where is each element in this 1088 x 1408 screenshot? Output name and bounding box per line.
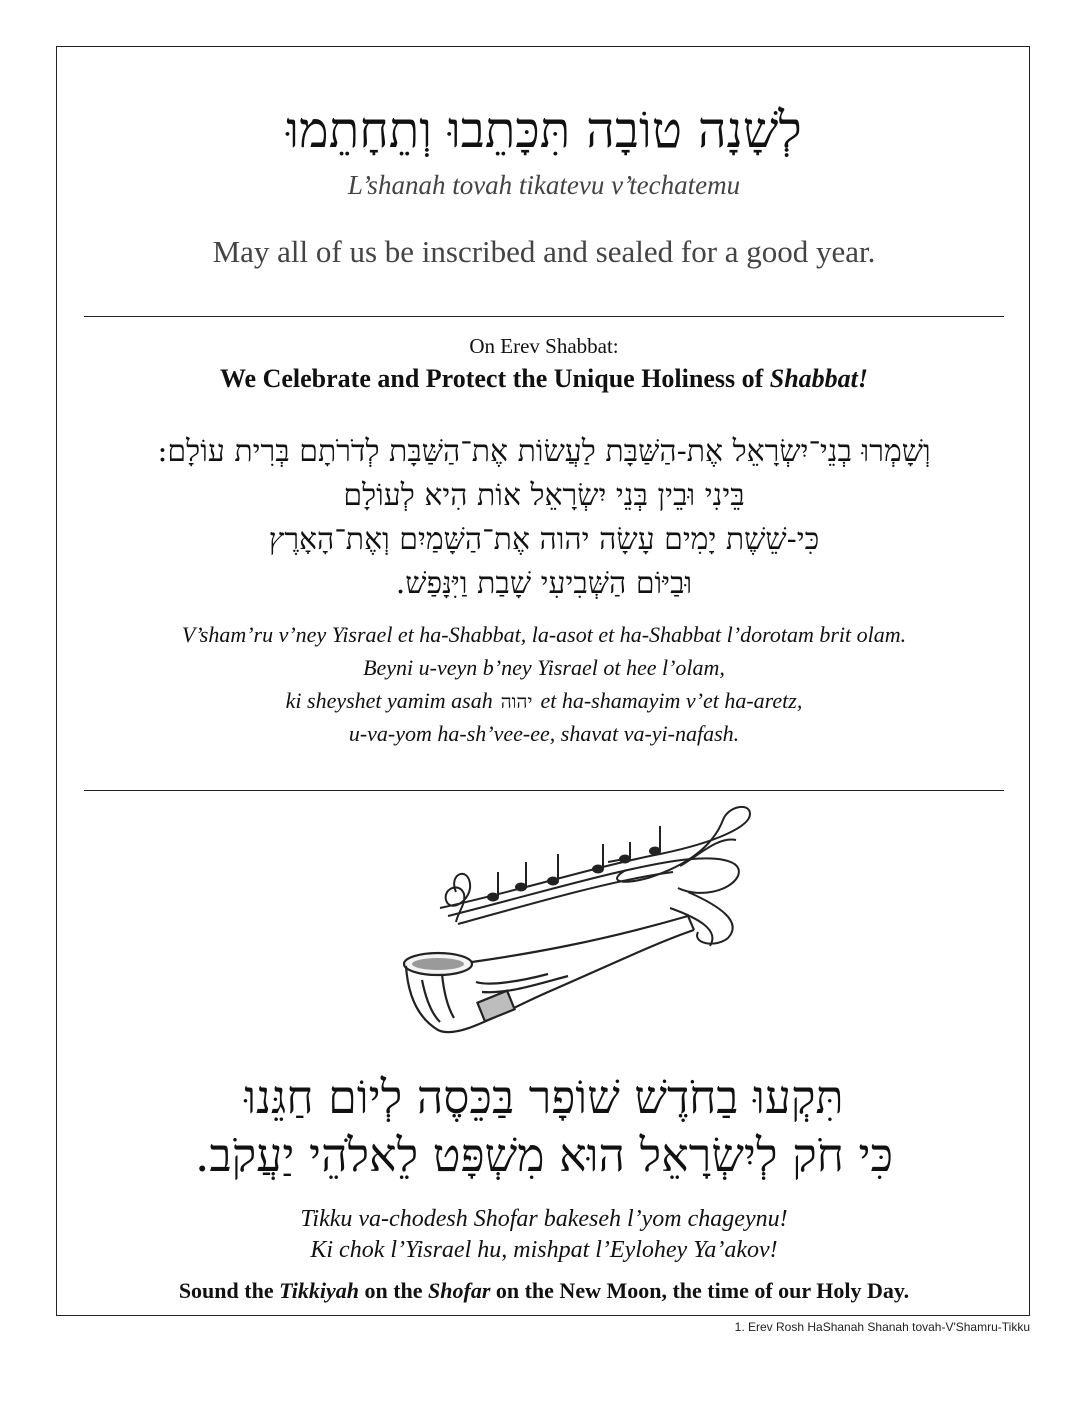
translit-line-3-end: et ha-shamayim v’et ha-aretz, (540, 688, 803, 713)
vshamru-translit-line-4: u-va-yom ha-sh’vee-ee, shavat va-yi-nafash. (348, 721, 740, 746)
vshamru-translit-line-3 (0, 684, 1088, 719)
closing-tikkiyah: Tikkiyah (279, 1278, 359, 1303)
tikku-translit-line-1: Tikku va-chodesh Shofar bakeseh l’yom chageynu! (300, 1206, 788, 1232)
tikku-hebrew-line-2: כִּי חֹק לְיִשְׂרָאֵל הוּא מִשְׁפָּט לֵאלֹהֵי יַעֲקֹב. (194, 1128, 894, 1182)
vshamru-translit-line-2: Beyni u-veyn b’ney Yisrael ot hee l’olam, (363, 655, 725, 680)
closing-part-1: Sound the (178, 1278, 280, 1303)
closing-shofar: Shofar (428, 1278, 491, 1303)
ram-horn (404, 916, 694, 1032)
shabbat-heading-text: We Celebrate and Protect the Unique Holiness of (219, 364, 770, 393)
closing-line (0, 1278, 1088, 1304)
title-english: May all of us be inscribed and sealed for a good year. (212, 234, 876, 269)
tikku-hebrew-line-1: תִּקְעוּ בַחֹדֶשׁ שׁוֹפָר בַּכֵּסֶה לְיוֹם חַגֵּנוּ (244, 1070, 844, 1124)
title-hebrew: לְשָׁנָה טוֹבָה תִּכָּתֵבוּ וְתֵחָתֵמוּ (286, 101, 802, 159)
vshamru-hebrew-line-4: וּבַיּוֹם הַשְּׁבִיעִי שָׁבַת וַיִּנָּפַשׁ. (395, 566, 693, 601)
vshamru-hebrew-line-1: וְשָׁמְרוּ בְנֵי־יִשְׂרָאֵל אֶת-הַשַּׁבָּת לַעֲשׂוֹת אֶת־הַשַּׁבָּת לְדֹרֹתָם בְּרִית עוֹלָם: (157, 434, 931, 469)
tikku-translit-line-2: Ki chok l’Yisrael hu, mishpat l’Eylohey Ya’akov! (310, 1237, 778, 1263)
music-notes-swirl (440, 807, 750, 946)
divider-top (84, 316, 1004, 317)
page-footer: 1. Erev Rosh HaShanah Shanah tovah-V'Shamru-Tikku (734, 1320, 1030, 1334)
shabbat-heading (0, 364, 1088, 394)
shofar-illustration (398, 796, 768, 1050)
shabbat-label: On Erev Shabbat: (469, 334, 619, 358)
title-transliteration: L’shanah tovah tikatevu v’techatemu (347, 170, 741, 200)
vshamru-hebrew-line-2: בֵּינִי וּבֵין בְּנֵי יִשְׂרָאֵל אוֹת הִיא לְעוֹלָם (343, 478, 745, 513)
vshamru-hebrew-line-3: כִּי-שֵׁשֶׁת יָמִים עָשָׂה יהוה אֶת־הַשָּׁמַיִם וְאֶת־הָאָרֶץ (268, 522, 820, 557)
closing-part-3: on the New Moon, the time of our Holy Day. (490, 1278, 910, 1303)
divine-name-hebrew: יהוה (500, 691, 533, 713)
divider-middle (84, 790, 1004, 791)
closing-part-2: on the (358, 1278, 429, 1303)
shabbat-heading-italic: Shabbat! (769, 364, 869, 393)
translit-line-3-start: ki sheyshet yamim asah (285, 688, 493, 713)
vshamru-translit-line-1: V’sham’ru v’ney Yisrael et ha-Shabbat, la-asot et ha-Shabbat l’dorotam brit olam. (181, 622, 907, 647)
